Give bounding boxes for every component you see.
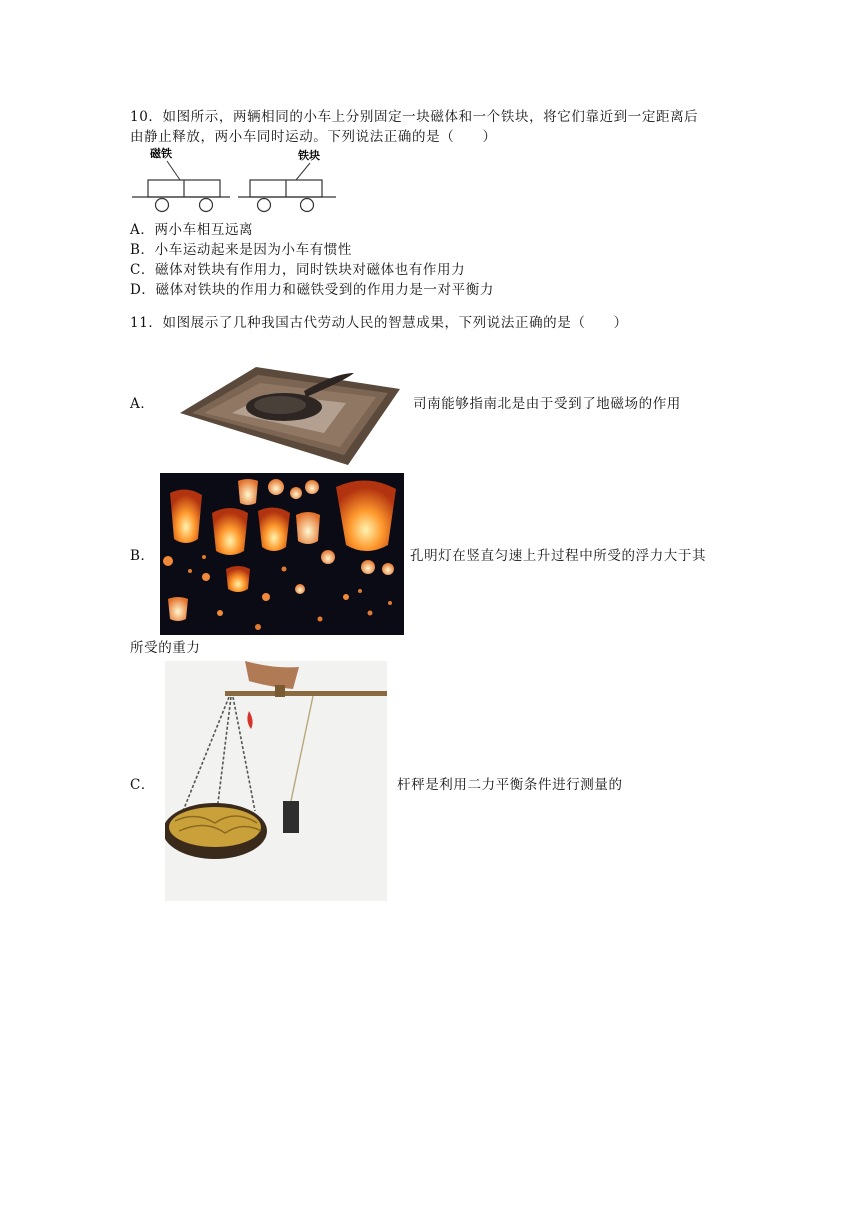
option-text: 两小车相互远离 <box>154 222 254 238</box>
q11-option-c-letter: C． <box>130 777 156 793</box>
option-letter: B． <box>130 242 155 258</box>
q11-option-b-letter: B． <box>130 548 155 564</box>
option-text: 小车运动起来是因为小车有惯性 <box>154 242 353 258</box>
steelyard-photo <box>165 661 387 901</box>
q10-stem-line2: 由静止释放，两小车同时运动。下列说法正确的是（ ） <box>130 129 497 145</box>
q11-option-c-text: 杆秤是利用二力平衡条件进行测量的 <box>397 777 623 793</box>
figure-label-magnet: 磁铁 <box>150 147 172 160</box>
q10-option-c <box>130 258 465 278</box>
sinan-compass-photo <box>176 363 402 467</box>
sky-lanterns-photo <box>160 473 404 635</box>
option-letter: A． <box>130 222 155 238</box>
q10-stem-line1: 10．如图所示，两辆相同的小车上分别固定一块磁体和一个铁块，将它们靠近到一定距离后 <box>130 109 699 125</box>
q11-stem: 11．如图展示了几种我国古代劳动人民的智慧成果，下列说法正确的是（ ） <box>130 315 628 331</box>
q10-option-d <box>130 278 494 298</box>
option-text: 磁体对铁块有作用力，同时铁块对磁体也有作用力 <box>155 262 466 278</box>
option-letter: C． <box>130 262 156 278</box>
option-letter: D． <box>130 282 156 298</box>
q10-option-b <box>130 238 352 258</box>
q11-option-b-text: 孔明灯在竖直匀速上升过程中所受的浮力大于其 <box>410 548 707 564</box>
q11-option-a-text: 司南能够指南北是由于受到了地磁场的作用 <box>413 396 681 412</box>
q11-option-b-text-cont: 所受的重力 <box>130 640 201 656</box>
option-text: 磁体对铁块的作用力和磁铁受到的作用力是一对平衡力 <box>155 282 494 298</box>
q10-option-a <box>130 218 253 238</box>
q11-option-a-letter: A． <box>130 396 155 412</box>
figure-label-iron: 铁块 <box>298 149 320 162</box>
two-carts-figure <box>130 144 345 216</box>
